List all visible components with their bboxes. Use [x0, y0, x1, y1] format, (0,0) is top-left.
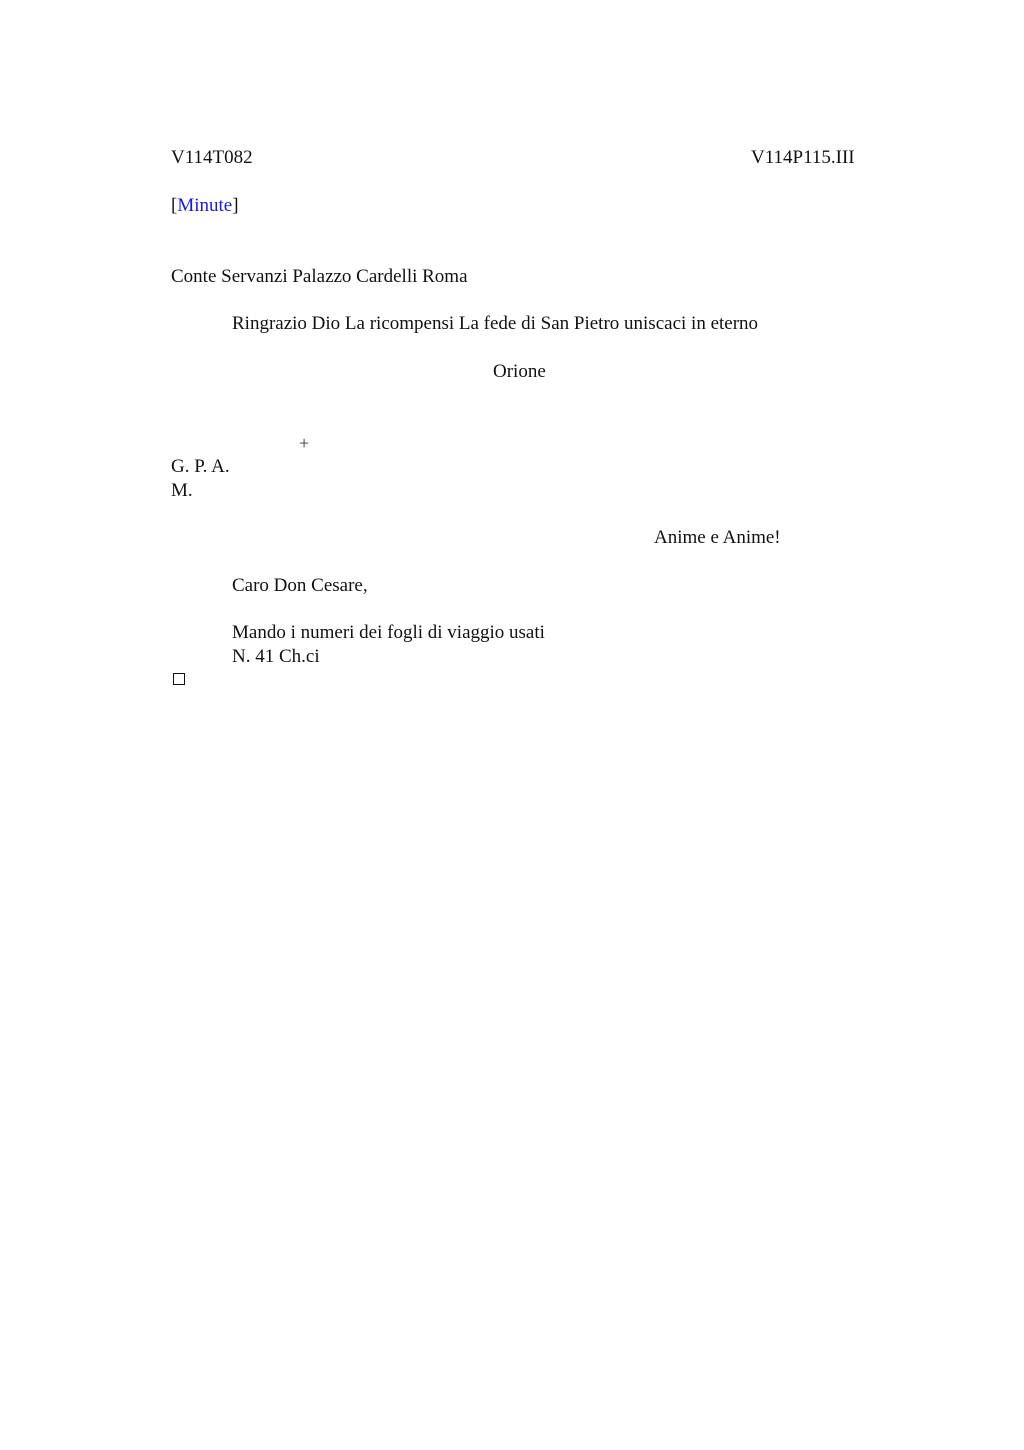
minute-open-bracket: [ [171, 195, 178, 216]
document-code-left: V114T082 [171, 147, 253, 168]
telegram-signature: Orione [493, 361, 546, 382]
minute-close-bracket: ] [232, 195, 239, 216]
telegram-message: Ringrazio Dio La ricompensi La fede di San Pietro uniscaci in eterno [232, 313, 759, 334]
letter-body-line-1: Mando i numeri dei fogli di viaggio usati [232, 622, 545, 643]
invocation: Anime e Anime! [654, 527, 781, 548]
placeholder-checkbox[interactable] [173, 673, 185, 685]
cross-symbol: + [299, 433, 310, 453]
salutation: Caro Don Cesare, [232, 575, 368, 596]
letter-body-line-2: N. 41 Ch.ci [232, 646, 320, 667]
document-code-right: V114P115.III [751, 147, 855, 168]
motto-line-1: G. P. A. [171, 456, 230, 477]
telegram-address: Conte Servanzi Palazzo Cardelli Roma [171, 266, 468, 287]
minute-link[interactable]: Minute [177, 195, 233, 216]
minute-tag [171, 194, 239, 218]
motto-line-2: M. [171, 480, 193, 501]
